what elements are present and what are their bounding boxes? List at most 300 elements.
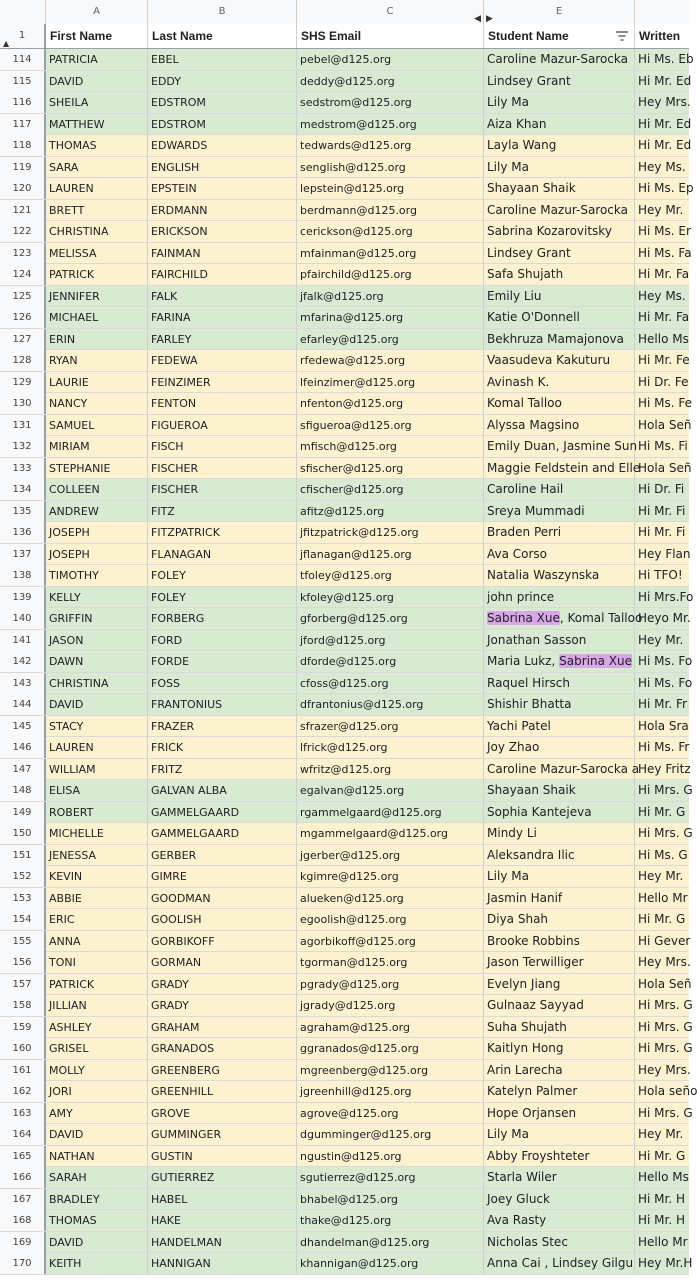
cell-last-name[interactable]: EBEL [148, 49, 297, 70]
cell-student-name[interactable]: Emily Liu [484, 286, 635, 307]
row-number[interactable]: 114 [0, 49, 46, 70]
cell-first-name[interactable]: JOSEPH [46, 544, 148, 565]
cell-email[interactable]: berdmann@d125.org [297, 200, 484, 221]
cell-student-name[interactable]: Jason Terwilliger [484, 952, 635, 973]
cell-last-name[interactable]: FISCHER [148, 479, 297, 500]
cell-last-name[interactable]: FITZ [148, 501, 297, 522]
column-a-header[interactable]: A [46, 0, 148, 24]
cell-email[interactable]: lfrick@d125.org [297, 737, 484, 758]
row-number[interactable]: 133 [0, 458, 46, 479]
cell-email[interactable]: dgumminger@d125.org [297, 1124, 484, 1145]
cell-last-name[interactable]: FISCH [148, 436, 297, 457]
row-number[interactable]: 159 [0, 1017, 46, 1038]
cell-email[interactable]: tfoley@d125.org [297, 565, 484, 586]
header-shs-email[interactable]: SHS Email [297, 24, 484, 48]
cell-student-name[interactable] [484, 608, 643, 629]
row-number[interactable]: 163 [0, 1103, 46, 1124]
cell-email[interactable]: egalvan@d125.org [297, 780, 484, 801]
cell-first-name[interactable]: JENESSA [46, 845, 148, 866]
cell-last-name[interactable]: GREENHILL [148, 1081, 297, 1102]
cell-last-name[interactable]: GROVE [148, 1103, 297, 1124]
cell-student-name[interactable]: Braden Perri [484, 522, 635, 543]
cell-written[interactable]: Hey Mr. [638, 632, 684, 647]
header-written[interactable]: Written [639, 29, 681, 43]
cell-email[interactable]: mgammelgaard@d125.org [297, 823, 484, 844]
cell-email[interactable]: thake@d125.org [297, 1210, 484, 1231]
row-number[interactable]: 168 [0, 1210, 46, 1231]
row-number[interactable]: 116 [0, 92, 46, 113]
cell-email[interactable]: tgorman@d125.org [297, 952, 484, 973]
cell-written[interactable]: Hi Mrs. G [638, 826, 693, 840]
cell-written[interactable]: Hi Mrs. G [638, 783, 693, 797]
cell-student-name[interactable]: Avinash K. [484, 372, 635, 393]
row-number[interactable]: 140 [0, 608, 46, 629]
cell-first-name[interactable]: PATRICIA [46, 49, 148, 70]
cell-email[interactable]: pgrady@d125.org [297, 974, 484, 995]
cell-first-name[interactable]: THOMAS [46, 135, 148, 156]
cell-email[interactable]: ngustin@d125.org [297, 1146, 484, 1167]
cell-email[interactable]: afitz@d125.org [297, 501, 484, 522]
cell-student-name[interactable]: Sabrina Kozarovitsky [484, 221, 635, 242]
row-number[interactable]: 139 [0, 587, 46, 608]
row-number[interactable]: 157 [0, 974, 46, 995]
cell-last-name[interactable]: GUSTIN [148, 1146, 297, 1167]
cell-last-name[interactable]: ENGLISH [148, 157, 297, 178]
row-number[interactable]: 125 [0, 286, 46, 307]
cell-first-name[interactable]: KELLY [46, 587, 148, 608]
cell-email[interactable]: deddy@d125.org [297, 71, 484, 92]
cell-written[interactable]: Hi Mr. Fi [638, 503, 686, 518]
cell-written[interactable]: Heyo Mr. [638, 611, 691, 625]
cell-student-name[interactable]: Katie O'Donnell [484, 307, 635, 328]
cell-last-name[interactable]: GORMAN [148, 952, 297, 973]
cell-email[interactable]: jgrady@d125.org [297, 995, 484, 1016]
cell-written[interactable]: Hi Dr. Fe [638, 374, 689, 389]
cell-email[interactable]: jford@d125.org [297, 630, 484, 651]
cell-written[interactable]: Hi Mrs. G [638, 1019, 693, 1034]
cell-written[interactable]: Hi TFO! [638, 568, 683, 582]
cell-last-name[interactable]: EDSTROM [148, 92, 297, 113]
cell-first-name[interactable]: DAVID [46, 694, 148, 715]
row-number[interactable]: 169 [0, 1232, 46, 1253]
cell-written[interactable]: Hi Ms. Er [638, 224, 691, 238]
cell-written[interactable]: Hi Mr. Ed [638, 116, 692, 131]
cell-email[interactable]: kgimre@d125.org [297, 866, 484, 887]
cell-student-name[interactable]: Emily Duan, Jasmine Sun [484, 436, 635, 457]
row-number-header[interactable]: ▲ 1 [0, 24, 46, 48]
cell-first-name[interactable]: SARAH [46, 1167, 148, 1188]
cell-written[interactable]: Hi Ms. G [638, 847, 688, 862]
cell-written[interactable]: Hola Señ [638, 417, 692, 432]
row-number[interactable]: 146 [0, 737, 46, 758]
cell-last-name[interactable]: FRICK [148, 737, 297, 758]
cell-student-name[interactable]: Mindy Li [484, 823, 635, 844]
cell-last-name[interactable]: GERBER [148, 845, 297, 866]
cell-student-name[interactable]: Raquel Hirsch [484, 673, 635, 694]
cell-last-name[interactable]: GAMMELGAARD [148, 802, 297, 823]
cell-student-name[interactable] [484, 651, 635, 672]
cell-first-name[interactable]: BRETT [46, 200, 148, 221]
row-number[interactable]: 150 [0, 823, 46, 844]
cell-written[interactable]: Hola Señ [638, 976, 692, 991]
cell-written[interactable]: Hola seño [638, 1084, 697, 1098]
cell-last-name[interactable]: FAIRCHILD [148, 264, 297, 285]
cell-first-name[interactable]: CHRISTINA [46, 221, 148, 242]
cell-last-name[interactable]: FALK [148, 286, 297, 307]
row-number[interactable]: 131 [0, 415, 46, 436]
cell-first-name[interactable]: LAUREN [46, 737, 148, 758]
row-number[interactable]: 154 [0, 909, 46, 930]
cell-email[interactable]: lepstein@d125.org [297, 178, 484, 199]
cell-last-name[interactable]: HAKE [148, 1210, 297, 1231]
cell-student-name[interactable]: Evelyn Jiang [484, 974, 635, 995]
row-number[interactable]: 129 [0, 372, 46, 393]
cell-first-name[interactable]: ROBERT [46, 802, 148, 823]
cell-written[interactable]: Hey Mrs. [638, 95, 691, 109]
cell-last-name[interactable]: FOLEY [148, 565, 297, 586]
cell-student-name[interactable]: Shishir Bhatta [484, 694, 635, 715]
cell-first-name[interactable]: JASON [46, 630, 148, 651]
cell-first-name[interactable]: COLLEEN [46, 479, 148, 500]
row-number[interactable]: 124 [0, 264, 46, 285]
cell-email[interactable]: dforde@d125.org [297, 651, 484, 672]
cell-student-name[interactable]: Safa Shujath [484, 264, 635, 285]
cell-written[interactable]: Hi Ms. Fa [638, 245, 692, 260]
cell-email[interactable]: jfalk@d125.org [297, 286, 484, 307]
row-number[interactable]: 120 [0, 178, 46, 199]
cell-written[interactable]: Hey Ms. [638, 288, 686, 303]
cell-student-name[interactable]: Anna Cai , Lindsey Gilgu [484, 1253, 635, 1274]
row-number[interactable]: 137 [0, 544, 46, 565]
cell-student-name[interactable]: Bekhruza Mamajonova [484, 329, 635, 350]
row-number[interactable]: 130 [0, 393, 46, 414]
cell-email[interactable]: mgreenberg@d125.org [297, 1060, 484, 1081]
cell-student-name[interactable]: Jasmin Hanif [484, 888, 635, 909]
cell-last-name[interactable]: FIGUEROA [148, 415, 297, 436]
cell-written[interactable]: Hi Mr. H [638, 1213, 686, 1227]
cell-student-name[interactable]: Lindsey Grant [484, 243, 635, 264]
cell-last-name[interactable]: HANNIGAN [148, 1253, 297, 1274]
cell-written[interactable]: Hi Mr. Fa [638, 310, 690, 324]
cell-last-name[interactable]: GOOLISH [148, 909, 297, 930]
cell-written[interactable]: Hi Mr. Ed [638, 138, 692, 152]
cell-last-name[interactable]: GUMMINGER [148, 1124, 297, 1145]
cell-written[interactable]: Hi Mrs.Fo [638, 589, 694, 604]
cell-first-name[interactable]: MATTHEW [46, 114, 148, 135]
cell-email[interactable]: rfedewa@d125.org [297, 350, 484, 371]
cell-last-name[interactable]: EDWARDS [148, 135, 297, 156]
cell-written[interactable]: Hi Ms. Eb [638, 52, 694, 66]
cell-student-name[interactable]: Arin Larecha [484, 1060, 635, 1081]
cell-first-name[interactable]: MIRIAM [46, 436, 148, 457]
cell-student-name[interactable]: Gulnaaz Sayyad [484, 995, 635, 1016]
cell-email[interactable]: rgammelgaard@d125.org [297, 802, 484, 823]
cell-last-name[interactable]: FOSS [148, 673, 297, 694]
cell-student-name[interactable]: Ava Corso [484, 544, 635, 565]
row-number[interactable]: 117 [0, 114, 46, 135]
cell-last-name[interactable]: GREENBERG [148, 1060, 297, 1081]
cell-student-name[interactable]: Caroline Mazur-Sarocka [484, 49, 635, 70]
cell-last-name[interactable]: FENTON [148, 393, 297, 414]
cell-last-name[interactable]: GRAHAM [148, 1017, 297, 1038]
row-number[interactable]: 128 [0, 350, 46, 371]
cell-first-name[interactable]: STACY [46, 716, 148, 737]
cell-email[interactable]: jgerber@d125.org [297, 845, 484, 866]
cell-email[interactable]: jflanagan@d125.org [297, 544, 484, 565]
cell-written[interactable]: Hello Ms [638, 331, 689, 346]
cell-last-name[interactable]: GUTIERREZ [148, 1167, 297, 1188]
cell-email[interactable]: alueken@d125.org [297, 888, 484, 909]
cell-written[interactable]: Hey Flan [638, 546, 691, 561]
cell-first-name[interactable]: TIMOTHY [46, 565, 148, 586]
cell-last-name[interactable]: FOLEY [148, 587, 297, 608]
cell-email[interactable]: sfigueroa@d125.org [297, 415, 484, 436]
row-number[interactable]: 153 [0, 888, 46, 909]
cell-student-name[interactable]: john prince [484, 587, 635, 608]
cell-email[interactable]: bhabel@d125.org [297, 1189, 484, 1210]
cell-last-name[interactable]: ERICKSON [148, 221, 297, 242]
cell-student-name[interactable]: Katelyn Palmer [484, 1081, 635, 1102]
cell-student-name[interactable]: Alyssa Magsino [484, 415, 635, 436]
cell-student-name[interactable]: Natalia Waszynska [484, 565, 635, 586]
cell-email[interactable]: dhandelman@d125.org [297, 1232, 484, 1253]
cell-first-name[interactable]: JILLIAN [46, 995, 148, 1016]
row-number[interactable]: 121 [0, 200, 46, 221]
cell-last-name[interactable]: EDSTROM [148, 114, 297, 135]
cell-written[interactable]: Hey Mr. [638, 202, 684, 217]
cell-last-name[interactable]: GOODMAN [148, 888, 297, 909]
cell-last-name[interactable]: FRANTONIUS [148, 694, 297, 715]
cell-last-name[interactable]: FISCHER [148, 458, 297, 479]
cell-email[interactable]: sgutierrez@d125.org [297, 1167, 484, 1188]
cell-written[interactable]: Hey Mrs. [638, 955, 691, 969]
row-number[interactable]: 151 [0, 845, 46, 866]
cell-first-name[interactable]: PATRICK [46, 264, 148, 285]
select-all-corner[interactable] [0, 0, 46, 24]
header-student-name[interactable] [484, 24, 635, 48]
cell-first-name[interactable]: SAMUEL [46, 415, 148, 436]
cell-written[interactable]: Hi Mr. Fa [638, 267, 690, 281]
cell-written[interactable]: Hello Ms [638, 1170, 689, 1184]
cell-student-name[interactable]: Ava Rasty [484, 1210, 635, 1231]
cell-student-name[interactable]: Hope Orjansen [484, 1103, 635, 1124]
column-c-header[interactable] [297, 0, 484, 24]
cell-student-name[interactable]: Lily Ma [484, 1124, 635, 1145]
cell-written[interactable]: Hi Ms. Ep [638, 181, 694, 195]
cell-written[interactable]: Hey Mr.H [638, 1256, 693, 1270]
cell-email[interactable]: mfarina@d125.org [297, 307, 484, 328]
cell-first-name[interactable]: SARA [46, 157, 148, 178]
cell-email[interactable]: sfrazer@d125.org [297, 716, 484, 737]
cell-first-name[interactable]: CHRISTINA [46, 673, 148, 694]
cell-student-name[interactable]: Joy Zhao [484, 737, 635, 758]
cell-written[interactable]: Hey Ms. [638, 159, 686, 174]
column-f-header[interactable] [635, 0, 689, 24]
cell-email[interactable]: khannigan@d125.org [297, 1253, 484, 1274]
row-number[interactable]: 136 [0, 522, 46, 543]
cell-written[interactable]: Hi Mr. G [638, 1148, 686, 1163]
filter-icon[interactable] [616, 31, 628, 41]
cell-last-name[interactable]: FORDE [148, 651, 297, 672]
hidden-column-left-arrow-icon[interactable]: ◀ [474, 14, 481, 24]
cell-student-name[interactable]: Lily Ma [484, 157, 635, 178]
row-number[interactable]: 144 [0, 694, 46, 715]
cell-student-name[interactable]: Lily Ma [484, 92, 635, 113]
cell-last-name[interactable]: FARINA [148, 307, 297, 328]
cell-email[interactable]: medstrom@d125.org [297, 114, 484, 135]
cell-first-name[interactable]: MOLLY [46, 1060, 148, 1081]
cell-email[interactable]: mfainman@d125.org [297, 243, 484, 264]
cell-first-name[interactable]: KEVIN [46, 866, 148, 887]
row-number[interactable]: 164 [0, 1124, 46, 1145]
cell-last-name[interactable]: GORBIKOFF [148, 931, 297, 952]
cell-written[interactable]: Hello Mr [638, 890, 688, 905]
row-number[interactable]: 134 [0, 479, 46, 500]
cell-email[interactable]: ggranados@d125.org [297, 1038, 484, 1059]
cell-first-name[interactable]: KEITH [46, 1253, 148, 1274]
cell-email[interactable]: wfritz@d125.org [297, 759, 484, 780]
cell-written[interactable]: Hi Mr. G [638, 804, 686, 819]
cell-first-name[interactable]: DAWN [46, 651, 148, 672]
cell-student-name[interactable]: Shayaan Shaik [484, 178, 635, 199]
cell-student-name[interactable]: Suha Shujath [484, 1017, 635, 1038]
cell-first-name[interactable]: SHEILA [46, 92, 148, 113]
cell-last-name[interactable]: GALVAN ALBA [148, 780, 297, 801]
cell-first-name[interactable]: JOSEPH [46, 522, 148, 543]
cell-last-name[interactable]: ERDMANN [148, 200, 297, 221]
cell-first-name[interactable]: NATHAN [46, 1146, 148, 1167]
row-number[interactable]: 141 [0, 630, 46, 651]
row-number[interactable]: 161 [0, 1060, 46, 1081]
cell-email[interactable]: cfoss@d125.org [297, 673, 484, 694]
cell-student-name[interactable]: Lindsey Grant [484, 71, 635, 92]
collapse-arrow-icon[interactable]: ▲ [3, 39, 10, 48]
cell-last-name[interactable]: FEINZIMER [148, 372, 297, 393]
row-number[interactable]: 119 [0, 157, 46, 178]
cell-last-name[interactable]: FLANAGAN [148, 544, 297, 565]
cell-student-name[interactable]: Nicholas Stec [484, 1232, 635, 1253]
cell-student-name[interactable]: Aleksandra Ilic [484, 845, 635, 866]
cell-last-name[interactable]: FARLEY [148, 329, 297, 350]
cell-email[interactable]: nfenton@d125.org [297, 393, 484, 414]
cell-email[interactable]: pebel@d125.org [297, 49, 484, 70]
row-number[interactable]: 149 [0, 802, 46, 823]
cell-written[interactable]: Hi Mr. G [638, 912, 686, 926]
column-b-header[interactable]: B [148, 0, 297, 24]
row-number[interactable]: 145 [0, 716, 46, 737]
cell-written[interactable]: Hello Mr [638, 1234, 688, 1249]
cell-first-name[interactable]: RYAN [46, 350, 148, 371]
cell-last-name[interactable]: GRADY [148, 995, 297, 1016]
cell-first-name[interactable]: ERIN [46, 329, 148, 350]
row-number[interactable]: 123 [0, 243, 46, 264]
cell-written[interactable]: Hi Mrs. G [638, 998, 693, 1012]
cell-first-name[interactable]: LAURIE [46, 372, 148, 393]
cell-student-name[interactable]: Kaitlyn Hong [484, 1038, 635, 1059]
cell-first-name[interactable]: DAVID [46, 1124, 148, 1145]
cell-first-name[interactable]: ERIC [46, 909, 148, 930]
row-number[interactable]: 152 [0, 866, 46, 887]
cell-student-name[interactable]: Vaasudeva Kakuturu [484, 350, 635, 371]
cell-first-name[interactable]: GRIFFIN [46, 608, 148, 629]
row-number[interactable]: 148 [0, 780, 46, 801]
cell-first-name[interactable]: ELISA [46, 780, 148, 801]
row-number[interactable]: 165 [0, 1146, 46, 1167]
cell-last-name[interactable]: EPSTEIN [148, 178, 297, 199]
cell-student-name[interactable]: Caroline Mazur-Sarocka [484, 200, 635, 221]
cell-written[interactable]: Hola Sra [638, 718, 689, 733]
cell-student-name[interactable]: Caroline Hail [484, 479, 635, 500]
cell-written[interactable]: Hey Mr. [638, 1127, 684, 1141]
row-number[interactable]: 147 [0, 759, 46, 780]
cell-first-name[interactable]: WILLIAM [46, 759, 148, 780]
header-last-name[interactable]: Last Name [148, 24, 297, 48]
row-number[interactable]: 155 [0, 931, 46, 952]
cell-first-name[interactable]: TONI [46, 952, 148, 973]
cell-written[interactable]: Hi Ms. Fo [638, 675, 693, 690]
cell-last-name[interactable]: GIMRE [148, 866, 297, 887]
cell-first-name[interactable]: THOMAS [46, 1210, 148, 1231]
cell-first-name[interactable]: MICHELLE [46, 823, 148, 844]
row-number[interactable]: 170 [0, 1253, 46, 1274]
cell-written[interactable]: Hi Ms. Fr [638, 740, 690, 754]
row-number[interactable]: 115 [0, 71, 46, 92]
cell-email[interactable]: egoolish@d125.org [297, 909, 484, 930]
cell-first-name[interactable]: AMY [46, 1103, 148, 1124]
cell-written[interactable]: Hey Mr. [638, 869, 684, 883]
cell-last-name[interactable]: GRADY [148, 974, 297, 995]
row-number[interactable]: 135 [0, 501, 46, 522]
cell-student-name[interactable]: Joey Gluck [484, 1189, 635, 1210]
row-number[interactable]: 160 [0, 1038, 46, 1059]
row-number[interactable]: 142 [0, 651, 46, 672]
cell-email[interactable]: kfoley@d125.org [297, 587, 484, 608]
cell-last-name[interactable]: FAINMAN [148, 243, 297, 264]
cell-written[interactable]: Hi Ms. Fo [638, 654, 693, 668]
cell-student-name[interactable]: Komal Talloo [484, 393, 635, 414]
cell-written[interactable]: Hi Ms. Fe [638, 396, 693, 410]
cell-student-name[interactable]: Lily Ma [484, 866, 635, 887]
row-number[interactable]: 158 [0, 995, 46, 1016]
cell-first-name[interactable]: MICHAEL [46, 307, 148, 328]
cell-last-name[interactable]: FRAZER [148, 716, 297, 737]
row-number[interactable]: 156 [0, 952, 46, 973]
cell-email[interactable]: dfrantonius@d125.org [297, 694, 484, 715]
cell-student-name[interactable]: Aiza Khan [484, 114, 635, 135]
cell-student-name[interactable]: Sophia Kantejeva [484, 802, 635, 823]
cell-student-name[interactable]: Shayaan Shaik [484, 780, 635, 801]
cell-last-name[interactable]: HANDELMAN [148, 1232, 297, 1253]
row-number[interactable]: 162 [0, 1081, 46, 1102]
cell-written[interactable]: Hi Mr. Fi [638, 525, 686, 539]
cell-first-name[interactable]: ASHLEY [46, 1017, 148, 1038]
cell-last-name[interactable]: FRITZ [148, 759, 297, 780]
cell-student-name[interactable]: Caroline Mazur-Sarocka a [484, 759, 635, 780]
cell-email[interactable]: cerickson@d125.org [297, 221, 484, 242]
cell-first-name[interactable]: MELISSA [46, 243, 148, 264]
cell-written[interactable]: Hey Fritz [638, 761, 691, 776]
cell-written[interactable]: Hey Mrs. [638, 1062, 691, 1077]
cell-email[interactable]: sedstrom@d125.org [297, 92, 484, 113]
cell-student-name[interactable]: Layla Wang [484, 135, 635, 156]
cell-first-name[interactable]: ANDREW [46, 501, 148, 522]
cell-first-name[interactable]: GRISEL [46, 1038, 148, 1059]
row-number[interactable]: 167 [0, 1189, 46, 1210]
row-number[interactable]: 166 [0, 1167, 46, 1188]
cell-last-name[interactable]: FEDEWA [148, 350, 297, 371]
cell-first-name[interactable]: NANCY [46, 393, 148, 414]
cell-student-name[interactable]: Sreya Mummadi [484, 501, 635, 522]
